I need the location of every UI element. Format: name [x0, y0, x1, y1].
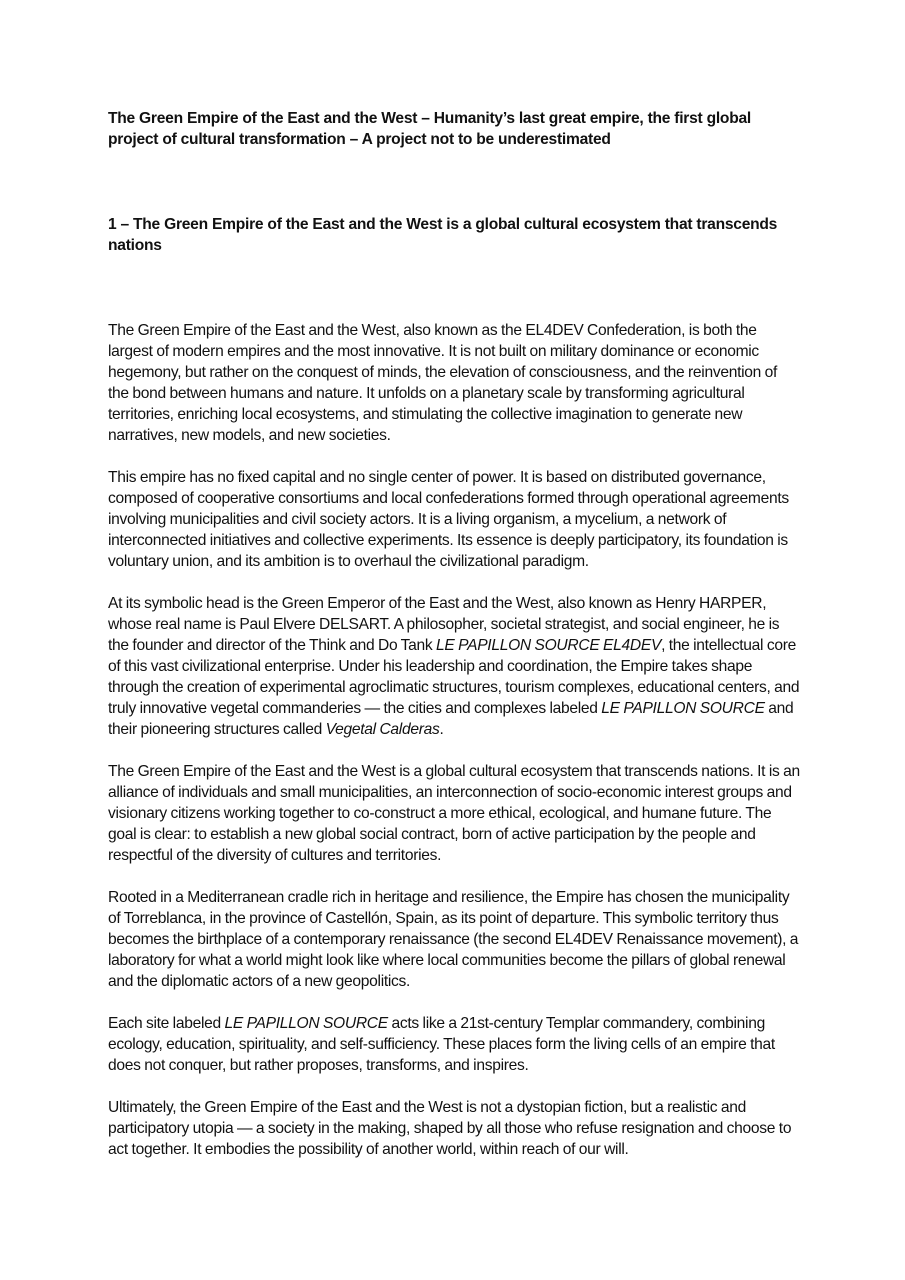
paragraph-3 [108, 593, 800, 740]
paragraph-text: The Green Empire of the East and the West, also known as the EL4DEV Confederation, is both the largest of modern empires and the most innovative. It is not built on military dominance or economic hegemony, but rather on the conquest of minds, the elevation of consciousness, and the reinvention of the bond between humans and nature. It unfolds on a planetary scale by transforming agricultural territories, enriching local ecosystems, and stimulating the collective imagination to generate new narratives, new models, and new societies. [108, 322, 778, 444]
italic-term: LE PAPILLON SOURCE [224, 1015, 388, 1032]
paragraph-text: Rooted in a Mediterranean cradle rich in heritage and resilience, the Empire has chosen the municipality of Torreblanca, in the province of Castellón, Spain, as its point of departure. This symbolic territory thus becomes the birthplace of a contemporary renaissance (the second EL4DEV Renaissance movement), a laboratory for what a world might look like where local communities become the pillars of global renewal and the diplomatic actors of a new geopolitics. [108, 889, 799, 990]
section-heading: 1 – The Green Empire of the East and the West is a global cultural ecosystem that transcends nations [108, 216, 778, 254]
paragraph-7 [108, 1097, 800, 1160]
paragraph-text: , the intellectual core of this vast civilizational enterprise. Under his leadership and coordination, the Empire takes shape through the creation of experimental agroclimatic structures, tourism complexes, educational centers, and truly innovative vegetal commanderies — the cities and complexes labeled [108, 637, 800, 717]
paragraph-2 [108, 467, 800, 572]
italic-term: LE PAPILLON SOURCE EL4DEV [436, 637, 662, 654]
paragraph-text: Each site labeled [108, 1015, 225, 1032]
paragraph-text: acts like a 21st-century Templar commandery, combining ecology, education, spirituality, and self-sufficiency. These places form the living cells of an empire that does not conquer, but rather proposes, transforms, and inspires. [108, 1015, 775, 1074]
paragraph-text: Ultimately, the Green Empire of the East and the West is not a dystopian fiction, but a realistic and participatory utopia — a society in the making, shaped by all those who refuse resignation and choose to act together. It embodies the possibility of another world, within reach of our will. [108, 1099, 792, 1158]
document-body [108, 320, 800, 1160]
paragraph-5 [108, 887, 800, 992]
paragraph-text: . [439, 721, 444, 738]
document-title: The Green Empire of the East and the West – Humanity’s last great empire, the first global project of cultural transformation – A project not to be underestimated [108, 110, 751, 148]
italic-term: Vegetal Calderas [325, 721, 440, 738]
paragraph-text: This empire has no fixed capital and no single center of power. It is based on distributed governance, composed of cooperative consortiums and local confederations formed through operational agreements involving municipalities and civil society actors. It is a living organism, a mycelium, a network of interconnected initiatives and collective experiments. Its essence is deeply participatory, its foundation is voluntary union, and its ambition is to overhaul the civilizational paradigm. [108, 469, 789, 570]
paragraph-text: and their pioneering structures called [108, 700, 794, 738]
paragraph-text: The Green Empire of the East and the West is a global cultural ecosystem that transcends nations. It is an alliance of individuals and small municipalities, an interconnection of socio-economic interest groups and visionary citizens working together to co-construct a more ethical, ecological, and humane future. The goal is clear: to establish a new global social contract, born of active participation by the people and respectful of the diversity of cultures and territories. [108, 763, 800, 864]
italic-term: LE PAPILLON SOURCE [601, 700, 765, 717]
paragraph-text: At its symbolic head is the Green Emperor of the East and the West, also known as Henry HARPER, whose real name is Paul Elvere DELSART. A philosopher, societal strategist, and social engineer, he is the founder and director of the Think and Do Tank [108, 595, 780, 654]
paragraph-6 [108, 1013, 800, 1076]
paragraph-4 [108, 761, 800, 866]
paragraph-1 [108, 320, 800, 446]
document-page [108, 108, 800, 1181]
